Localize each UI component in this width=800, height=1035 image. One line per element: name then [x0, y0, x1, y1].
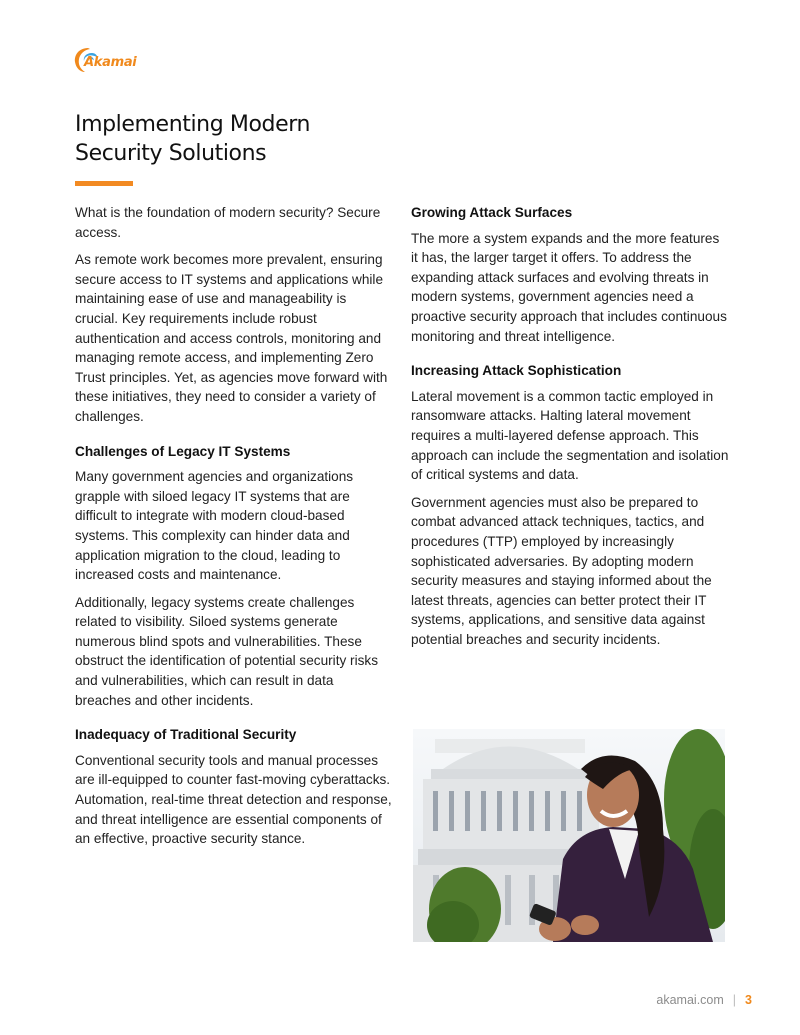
- sophistication-heading: Increasing Attack Sophistication: [411, 363, 622, 379]
- sophistication-paragraph-1: Lateral movement is a common tactic employed in ransomware attacks. Halting lateral movement requires a multi-layered defense approach. This approach can include the segmentation and isolation of critical systems and data.: [411, 388, 729, 483]
- footer-site: akamai.com: [656, 993, 724, 1007]
- logo-wordmark: Akamai: [84, 55, 137, 70]
- footer-separator: |: [732, 993, 737, 1007]
- legacy-paragraph-2: Additionally, legacy systems create challenges related to visibility. Siloed systems generate numerous blind spots and vulnerabilities. These obstruct the identification of potential security risks and vulnerabilities, which can result in data breaches and other incidents.: [75, 594, 378, 708]
- intro-paragraph-2: As remote work becomes more prevalent, ensuring secure access to IT systems and applications while maintaining ease of use and manageability is crucial. Key requirements include robust authentication and access controls, monitoring and managing remote access, and implementing Zero Trust principles. Yet, as agencies move forward with these initiatives, they need to consider a variety of challenges.: [75, 252, 388, 424]
- intro-paragraph-1: What is the foundation of modern security? Secure access.: [75, 205, 381, 240]
- left-column: [75, 203, 393, 857]
- photo-illustration: [413, 729, 725, 942]
- akamai-logo: [74, 45, 144, 73]
- surfaces-heading: Growing Attack Surfaces: [411, 205, 573, 220]
- page-title: Implementing Modern Security Solutions: [75, 112, 311, 166]
- traditional-paragraph-1: Conventional security tools and manual processes are ill-equipped to counter fast-moving cyberattacks. Automation, real-time threat detection and response, and threat intelligence are essential components of an effective, proactive security stance.: [75, 752, 392, 847]
- traditional-heading: Inadequacy of Traditional Security: [75, 727, 297, 743]
- legacy-heading: Challenges of Legacy IT Systems: [75, 443, 291, 459]
- capitol-woman-photo: [413, 729, 725, 942]
- page-footer: [656, 993, 752, 1007]
- page-number: 3: [745, 993, 752, 1007]
- surfaces-paragraph-1: The more a system expands and the more features it has, the larger target it offers. To address the expanding attack surfaces and evolving threats in modern systems, government agencies need a proactive security approach that includes continuous monitoring and threat intelligence.: [411, 230, 727, 344]
- sophistication-paragraph-2: Government agencies must also be prepared to combat advanced attack techniques, tactics, and procedures (TTP) employed by increasingly sophisticated adversaries. By adopting modern security measures and staying informed about the latest threats, agencies can better protect their IT systems, applications, and sensitive data against potential breaches and security incidents.: [411, 494, 712, 647]
- title-accent-rule: [75, 181, 133, 186]
- legacy-paragraph-1: Many government agencies and organizations grapple with siloed legacy IT systems that are difficult to integrate with modern cloud-based systems. This complexity can hinder data and application migration to the cloud, leading to increased costs and maintenance.: [75, 469, 354, 583]
- right-column: [411, 203, 729, 657]
